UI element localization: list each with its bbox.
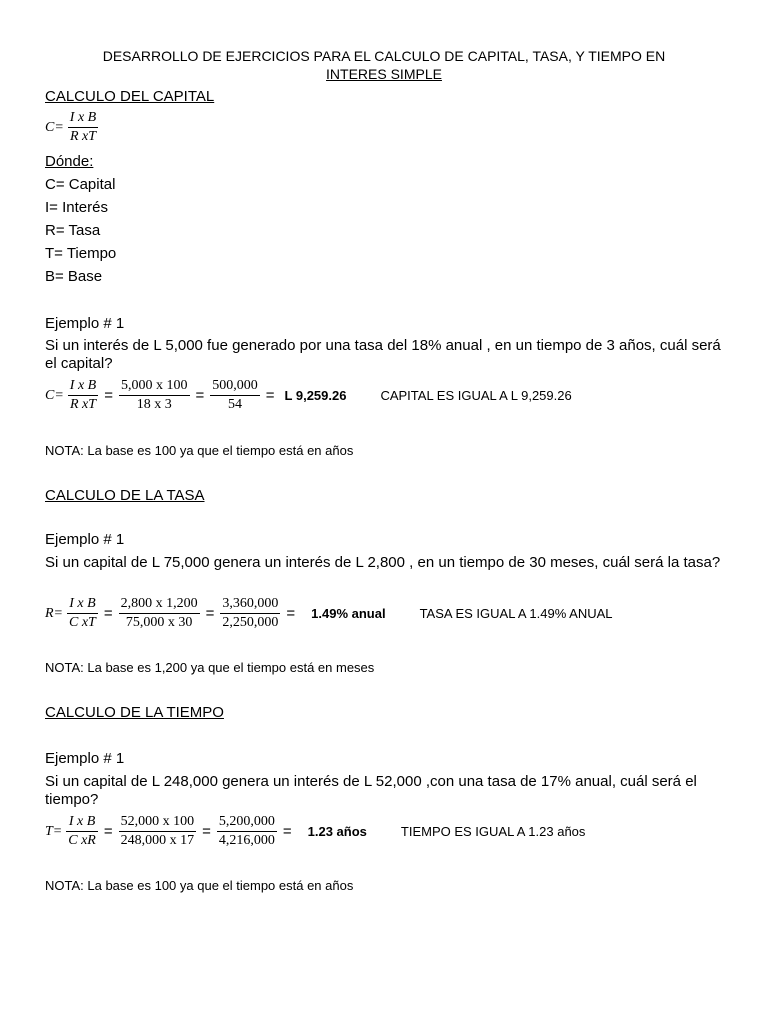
capital-eq-frac3 [210, 378, 260, 413]
equals-sign: = [282, 823, 292, 840]
equals-sign: = [202, 823, 211, 840]
tasa-result: 1.49% anual [311, 606, 386, 621]
tasa-eq-lhs: R= [45, 605, 63, 621]
tasa-eq-frac3-den: 2,250,000 [222, 615, 279, 630]
equals-sign: = [103, 823, 113, 840]
tiempo-eq-frac2-num: 52,000 x 100 [119, 814, 197, 832]
capital-eq-frac1-den: R xT [69, 397, 97, 412]
equals-sign: = [103, 605, 113, 622]
capital-example-text: Si un interés de L 5,000 fue generado por una tasa del 18% anual , en un tiempo de 3 años, cuál será el capital? [45, 337, 721, 372]
tiempo-eq-frac1-den: C xR [68, 833, 96, 848]
capital-formula-den: R xT [69, 129, 97, 144]
tasa-example-equation [45, 596, 613, 631]
doc-title-line1: DESARROLLO DE EJERCICIOS PARA EL CALCULO DE CAPITAL, TASA, Y TIEMPO EN [102, 48, 666, 64]
tasa-eq-frac1-den: C xT [69, 615, 96, 630]
tasa-eq-frac2-den: 75,000 x 30 [125, 615, 193, 630]
tasa-example-label: Ejemplo # 1 [45, 531, 125, 548]
capital-eq-frac2-num: 5,000 x 100 [119, 378, 190, 396]
tiempo-eq-frac2 [119, 814, 197, 849]
tiempo-nota: NOTA: La base es 100 ya que el tiempo está en años [45, 878, 354, 893]
tiempo-eq-frac1 [66, 814, 98, 849]
capital-formula [45, 110, 98, 145]
tasa-eq-frac2 [119, 596, 200, 631]
tiempo-eq-frac2-den: 248,000 x 17 [120, 833, 195, 848]
tasa-nota: NOTA: La base es 1,200 ya que el tiempo está en meses [45, 660, 375, 675]
equals-sign: = [104, 387, 113, 404]
equals-sign: = [205, 605, 215, 622]
capital-eq-frac2 [119, 378, 190, 413]
tasa-eq-frac1-num: I x B [67, 596, 98, 614]
capital-eq-lhs: C= [45, 387, 64, 403]
capital-conclusion: CAPITAL ES IGUAL A L 9,259.26 [380, 388, 572, 403]
capital-formula-lhs: C= [45, 119, 64, 135]
tasa-eq-frac1 [67, 596, 98, 631]
tasa-eq-frac2-num: 2,800 x 1,200 [119, 596, 200, 614]
tiempo-example-equation [45, 814, 585, 849]
capital-eq-frac3-den: 54 [228, 397, 243, 412]
tiempo-eq-frac3-den: 4,216,000 [218, 833, 275, 848]
capital-formula-fraction [68, 110, 98, 145]
tiempo-example-label: Ejemplo # 1 [45, 750, 125, 767]
tiempo-eq-frac1-num: I x B [66, 814, 98, 832]
capital-example-equation [45, 378, 572, 413]
capital-eq-frac1-num: I x B [68, 378, 98, 396]
def-tasa: R= Tasa [45, 222, 101, 239]
doc-title-line2: INTERES SIMPLE [326, 66, 442, 82]
equals-sign: = [265, 387, 275, 404]
capital-heading: CALCULO DEL CAPITAL [45, 88, 215, 105]
tasa-conclusion: TASA ES IGUAL A 1.49% ANUAL [419, 606, 613, 621]
def-capital: C= Capital [45, 176, 116, 193]
doc-title-line2-wrap [0, 65, 768, 83]
tiempo-result: 1.23 años [307, 824, 367, 839]
donde-label: Dónde: [45, 153, 94, 170]
tasa-eq-frac3 [220, 596, 280, 631]
equals-sign: = [286, 605, 296, 622]
tiempo-eq-lhs: T= [45, 823, 63, 839]
capital-nota: NOTA: La base es 100 ya que el tiempo está en años [45, 443, 354, 458]
tasa-heading: CALCULO DE LA TASA [45, 487, 205, 504]
tasa-eq-frac3-num: 3,360,000 [220, 596, 280, 614]
tasa-example-text: Si un capital de L 75,000 genera un interés de L 2,800 , en un tiempo de 30 meses, cuál será la tasa? [45, 554, 721, 571]
capital-formula-num: I x B [68, 110, 98, 128]
tiempo-heading: CALCULO DE LA TIEMPO [45, 704, 224, 721]
def-interes: I= Interés [45, 199, 108, 216]
tiempo-eq-frac3 [217, 814, 277, 849]
def-tiempo: T= Tiempo [45, 245, 117, 262]
capital-example-label: Ejemplo # 1 [45, 315, 125, 332]
tiempo-eq-frac3-num: 5,200,000 [217, 814, 277, 832]
equals-sign: = [195, 387, 205, 404]
tiempo-example-text: Si un capital de L 248,000 genera un interés de L 52,000 ,con una tasa de 17% anual, cuál será el tiempo? [45, 773, 697, 808]
capital-result: L 9,259.26 [284, 388, 347, 403]
capital-eq-frac3-num: 500,000 [210, 378, 260, 396]
tiempo-conclusion: TIEMPO ES IGUAL A 1.23 años [400, 824, 586, 839]
def-base: B= Base [45, 268, 103, 285]
capital-eq-frac2-den: 18 x 3 [136, 397, 172, 412]
capital-eq-frac1 [68, 378, 98, 413]
